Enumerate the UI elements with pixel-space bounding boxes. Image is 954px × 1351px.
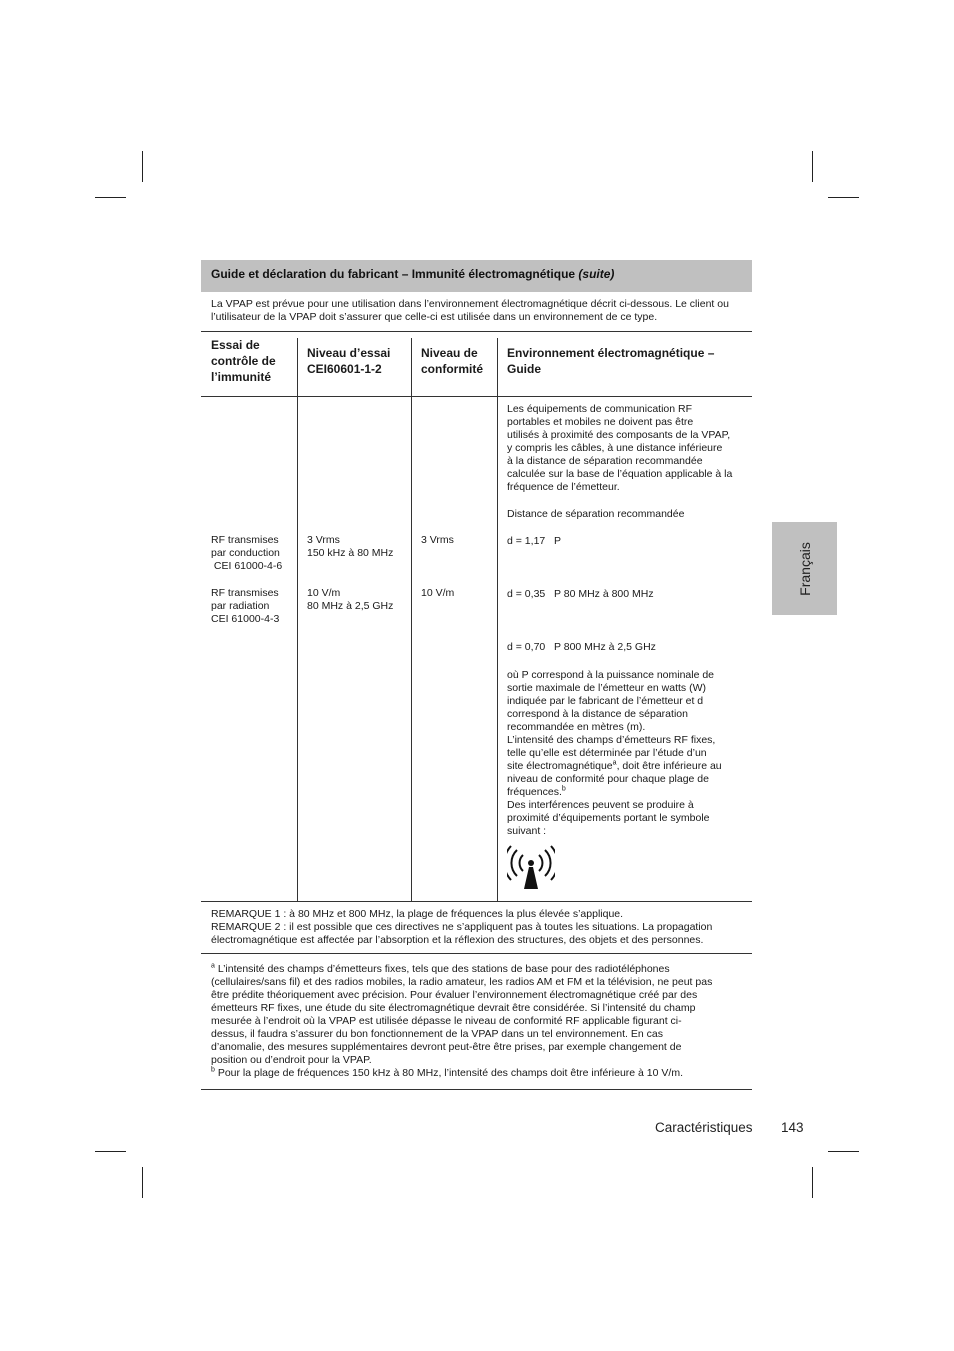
row2-test-line: par radiation xyxy=(211,600,270,612)
guide-line: proximité d’équipements portant le symbole xyxy=(507,812,710,824)
row1-level-line: 150 kHz à 80 MHz xyxy=(307,547,394,559)
guide-line: fréquence de l’émetteur. xyxy=(507,481,620,493)
footnote-ref-a: a xyxy=(612,759,617,767)
section-name: Caractéristiques xyxy=(655,1120,753,1135)
row2-level-line: 80 MHz à 2,5 GHz xyxy=(307,600,394,612)
crop-mark xyxy=(95,1151,126,1152)
remark-line: REMARQUE 1 : à 80 MHz et 800 MHz, la plage de fréquences la plus élevée s’applique. xyxy=(211,908,624,920)
guide-line: L’intensité des champs d’émetteurs RF fixes, xyxy=(507,734,716,746)
footnote-line: mesurée à l’endroit où la VPAP est utilisée dépasse le niveau de conformité RF applicable figurant ci- xyxy=(211,1015,682,1027)
guide-line: suivant : xyxy=(507,825,547,837)
language-tab xyxy=(772,522,837,615)
footnote-line: être prédite théoriquement avec précision. Pour évaluer l’environnement électromagnétique créé par des xyxy=(211,989,698,1001)
guide-line: où P correspond à la puissance nominale de xyxy=(507,669,715,681)
table-header xyxy=(201,260,752,292)
guide-line: portables et mobiles ne doivent pas être xyxy=(507,416,694,428)
guide-line: Des interférences peuvent se produire à xyxy=(507,799,694,811)
crop-mark xyxy=(828,1151,859,1152)
row1-level-line: 3 Vrms xyxy=(307,534,340,546)
row2-conformity: 10 V/m xyxy=(421,587,455,599)
immunity-table xyxy=(201,260,752,1090)
row1-test-line: CEI 61000-4-6 xyxy=(211,560,283,572)
table-title: Guide et déclaration du fabricant – Immunité électromagnétique xyxy=(211,267,576,281)
table-title-suffix: (suite) xyxy=(578,267,615,281)
intro-text: La VPAP est prévue pour une utilisation dans l’environnement électromagnétique décrit ci-dessous. Le client ou l’utilisateur de la VPAP doit s’assurer que celle-ci est utilisée dans un environnement de ce type. xyxy=(201,292,752,332)
crop-mark xyxy=(142,1167,143,1198)
guide-para4 xyxy=(507,799,747,838)
guide-line: utilisés à proximité des composants de la VPAP, xyxy=(507,429,731,441)
footnote-b-marker: b xyxy=(211,1066,215,1074)
footnote-line: dessus, il faudra s’assurer du bon fonctionnement de la VPAP dans un tel environnement. En cas xyxy=(211,1028,663,1040)
guide-line: fréquences. xyxy=(507,786,562,798)
guide-line: telle qu’elle est déterminée par l’étude d’un xyxy=(507,747,707,759)
page-number: 143 xyxy=(781,1120,804,1135)
guide-para2 xyxy=(507,669,747,734)
recommended-distance-label: Distance de séparation recommandée xyxy=(507,508,685,520)
col-header-conformity: Niveau de conformité xyxy=(421,346,484,376)
footnote-line: position ou d’endroit pour la VPAP. xyxy=(211,1054,372,1066)
row1-test-line: RF transmises xyxy=(211,534,279,546)
guide-line: Les équipements de communication RF xyxy=(507,403,693,415)
row2-test-line: CEI 61000-4-3 xyxy=(211,613,280,625)
crop-mark xyxy=(828,197,859,198)
crop-mark xyxy=(95,197,126,198)
guide-line: recommandée en mètres (m). xyxy=(507,721,646,733)
column-headers xyxy=(201,332,752,397)
table-body xyxy=(201,397,752,902)
guide-line: correspond à la distance de séparation xyxy=(507,708,688,720)
guide-line: sortie maximale de l’émetteur en watts (W) xyxy=(507,682,706,694)
crop-mark xyxy=(812,151,813,182)
guide-line: site électromagnétique xyxy=(507,760,613,772)
row1-test xyxy=(211,534,295,573)
row2-test xyxy=(211,587,295,626)
formula-conducted: d = 1,17 P xyxy=(507,535,561,547)
remark-line: électromagnétique est affectée par l’absorption et la réflexion des structures, des objets et des personnes. xyxy=(211,934,704,946)
environment-guide xyxy=(507,403,747,891)
guide-line: , doit être inférieure au xyxy=(616,760,722,772)
language-tab-label: Français xyxy=(796,541,813,596)
footnote-a-marker: a xyxy=(211,962,215,970)
formula-radiated-low: d = 0,35 P 80 MHz à 800 MHz xyxy=(507,588,654,600)
crop-mark xyxy=(812,1167,813,1198)
crop-mark xyxy=(142,151,143,182)
footnote-line: Pour la plage de fréquences 150 kHz à 80 MHz, l’intensité des champs doit être inférieure à 10 V/m. xyxy=(214,1067,683,1079)
guide-line: calculée sur la base de l’équation applicable à la xyxy=(507,468,733,480)
footnotes xyxy=(201,954,752,1090)
row1-test-line: par conduction xyxy=(211,547,280,559)
footnote-line: L’intensité des champs d’émetteurs fixes, tels que des stations de base pour des radiotéléphones xyxy=(214,963,670,975)
formula-radiated-high: d = 0,70 P 800 MHz à 2,5 GHz xyxy=(507,641,656,653)
guide-para1 xyxy=(507,403,747,494)
footnote-line: d’anomalie, des mesures supplémentaires devront peut-être être prises, par exemple changement de xyxy=(211,1041,682,1053)
row2-test-line: RF transmises xyxy=(211,587,279,599)
col-header-test: Essai de contrôle de l’immunité xyxy=(211,338,276,384)
row1-conformity: 3 Vrms xyxy=(421,534,454,546)
footnote-b xyxy=(211,1067,742,1080)
col-header-level: Niveau d’essai CEI60601-1-2 xyxy=(307,346,391,376)
guide-line: à la distance de séparation recommandée xyxy=(507,455,703,467)
non-ionizing-radiation-icon xyxy=(507,845,555,891)
footnote-a xyxy=(211,963,742,1067)
guide-line: indiquée par le fabricant de l’émetteur et d xyxy=(507,695,704,707)
row2-level xyxy=(307,587,409,613)
row2-level-line: 10 V/m xyxy=(307,587,341,599)
footnote-ref-b: b xyxy=(561,785,566,793)
guide-para3 xyxy=(507,734,747,799)
row1-level xyxy=(307,534,409,560)
remark-line: REMARQUE 2 : il est possible que ces directives ne s’appliquent pas à toutes les situations. La propagation xyxy=(211,921,713,933)
footnote-line: émetteurs RF fixes, une étude du site électromagnétique devrait être considérée. Si l’intensité du champ xyxy=(211,1002,696,1014)
guide-line: niveau de conformité pour chaque plage de xyxy=(507,773,709,785)
col-header-environment: Environnement électromagnétique – Guide xyxy=(507,346,715,376)
footnote-line: (cellulaires/sans fil) et des radios mobiles, la radio amateur, les radios AM et FM et la télévision, ne peut pas xyxy=(211,976,713,988)
guide-line: y compris les câbles, à une distance inférieure xyxy=(507,442,723,454)
remarks xyxy=(201,902,752,954)
